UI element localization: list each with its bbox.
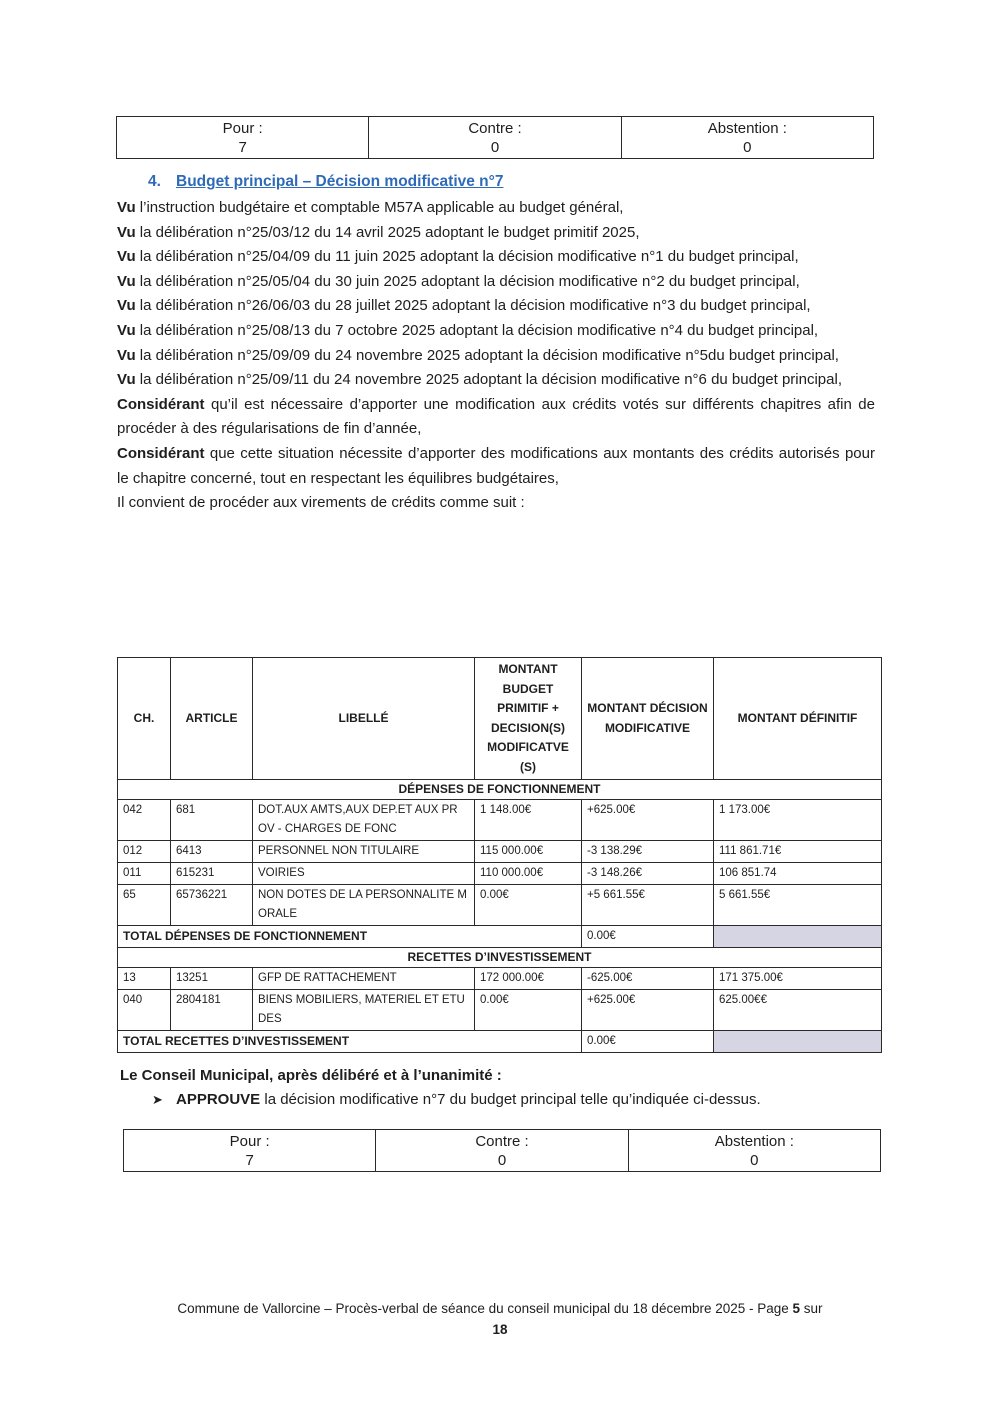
footer-page-total: 18 [492, 1322, 508, 1337]
cell-article: 65736221 [171, 885, 253, 926]
paragraph-text: Il convient de procéder aux virements de crédits comme suit : [117, 494, 525, 512]
cell-article: 615231 [171, 863, 253, 885]
page-footer [100, 1298, 900, 1340]
cell-definitif: 111 861.71€ [714, 841, 882, 863]
vote-pour-value: 7 [238, 139, 247, 156]
paragraph-lead: Vu [117, 272, 136, 290]
vote-pour-cell [124, 1130, 376, 1172]
cell-budget: 0.00€ [475, 990, 582, 1031]
vote-contre-cell [369, 117, 621, 159]
paragraph-lead: Considérant [117, 395, 205, 413]
total-value-recettes: 0.00€ [582, 1031, 714, 1053]
vote-pour-label: Pour : [229, 1133, 270, 1150]
paragraph-text: qu’il est nécessaire d’apporter une modification aux crédits votés sur différents chapitres afin de procéder à des régularisations de fin d’année, [117, 395, 875, 438]
cell-definitif: 171 375.00€ [714, 968, 882, 990]
cell-budget: 0.00€ [475, 885, 582, 926]
paragraph [117, 393, 875, 442]
cell-ch: 040 [118, 990, 171, 1031]
paragraph-text: la délibération n°25/03/12 du 14 avril 2025 adoptant le budget primitif 2025, [135, 223, 640, 241]
paragraph-text: la délibération n°25/08/13 du 7 octobre 2025 adoptant la décision modificative n°4 du budget principal, [135, 321, 819, 339]
paragraph-lead: Considérant [117, 444, 205, 462]
footer-sep: sur [800, 1301, 823, 1316]
paragraph-lead: Vu [117, 199, 136, 216]
cell-ch: 042 [118, 800, 171, 841]
cell-ch: 13 [118, 968, 171, 990]
cell-article: 6413 [171, 841, 253, 863]
cell-ch: 011 [118, 863, 171, 885]
paragraph-lead: Vu [117, 223, 136, 241]
vote-pour-cell [117, 117, 369, 159]
vote-contre-value: 0 [497, 1152, 507, 1169]
paragraph [117, 270, 875, 295]
cell-libelle: PERSONNEL NON TITULAIRE [253, 841, 475, 863]
vote-contre-value: 0 [490, 139, 500, 156]
section-row [118, 780, 882, 800]
cell-definitif: 106 851.74 [714, 863, 882, 885]
vote-abstention-label: Abstention : [714, 1133, 794, 1150]
table-row [118, 800, 882, 841]
paragraph [117, 368, 875, 393]
cell-article: 13251 [171, 968, 253, 990]
footer-line [100, 1298, 900, 1319]
cell-ch: 65 [118, 885, 171, 926]
vote-contre-label: Contre : [475, 1133, 529, 1150]
paragraph-text: la délibération n°25/04/09 du 11 juin 2025 adoptant la décision modificative n°1 du budget principal, [135, 248, 799, 266]
council-decision [120, 1064, 761, 1112]
preamble [117, 196, 875, 516]
paragraph [117, 221, 875, 246]
cell-article: 681 [171, 800, 253, 841]
section-row [118, 948, 882, 968]
paragraph-lead: Vu [117, 346, 136, 364]
header-article: ARTICLE [171, 658, 253, 780]
paragraph-text: la délibération n°25/05/04 du 30 juin 2025 adoptant la décision modificative n°2 du budget principal, [135, 272, 800, 290]
table-row [118, 841, 882, 863]
header-montant-definitif: MONTANT DÉFINITIF [714, 658, 882, 780]
header-libelle: LIBELLÉ [253, 658, 475, 780]
table-header-row [118, 658, 882, 780]
paragraph-text: la délibération n°26/06/03 du 28 juillet 2025 adoptant la décision modificative n°3 du budget principal, [135, 297, 811, 315]
paragraph-lead: Vu [117, 297, 136, 315]
table-row [118, 885, 882, 926]
cell-decision: +625.00€ [582, 800, 714, 841]
cell-libelle: VOIRIES [253, 863, 475, 885]
cell-decision: -3 138.29€ [582, 841, 714, 863]
cell-decision: +625.00€ [582, 990, 714, 1031]
vote-contre-label: Contre : [468, 120, 522, 137]
vote-abstention-value: 0 [750, 1152, 759, 1169]
vote-pour-value: 7 [245, 1152, 254, 1169]
paragraph-lead: Vu [117, 371, 136, 389]
total-label-recettes: TOTAL RECETTES D’INVESTISSEMENT [118, 1031, 582, 1053]
total-empty-cell [714, 1031, 882, 1053]
cell-libelle: BIENS MOBILIERS, MATERIEL ET ETU DES [253, 990, 475, 1031]
budget-modification-table [117, 657, 882, 1053]
decision-item [152, 1088, 761, 1112]
paragraph-lead: Vu [117, 248, 136, 266]
paragraph-lead: Vu [117, 321, 136, 339]
total-empty-cell [714, 926, 882, 948]
cell-definitif: 625.00€€ [714, 990, 882, 1031]
paragraph-text: que cette situation nécessite d’apporter des modifications aux montants des crédits autorisés pour le chapitre concerné, tout en respectant les équilibres budgétaires, [117, 444, 875, 487]
cell-libelle: NON DOTES DE LA PERSONNALITE M ORALE [253, 885, 475, 926]
total-value-depenses: 0.00€ [582, 926, 714, 948]
cell-budget: 110 000.00€ [475, 863, 582, 885]
paragraph [117, 491, 875, 516]
header-montant-budget: MONTANT BUDGET PRIMITIF + DECISION(S) MODIFICATVE (S) [475, 658, 582, 780]
paragraph [117, 196, 875, 221]
footer-text: Commune de Vallorcine – Procès-verbal de séance du conseil municipal du 18 décembre 2025 - Page [177, 1301, 793, 1316]
cell-libelle: GFP DE RATTACHEMENT [253, 968, 475, 990]
paragraph-text: la délibération n°25/09/11 du 24 novembre 2025 adoptant la décision modificative n°6 du budget principal, [135, 371, 842, 389]
table-row [118, 863, 882, 885]
vote-abstention-label: Abstention : [707, 120, 787, 137]
vote-result-table-bottom [123, 1129, 881, 1172]
cell-article: 2804181 [171, 990, 253, 1031]
section-heading [148, 173, 503, 191]
paragraph [117, 442, 875, 491]
arrow-right-icon: ➤ [152, 1092, 163, 1107]
vote-pour-label: Pour : [222, 120, 263, 137]
cell-budget: 172 000.00€ [475, 968, 582, 990]
paragraph [117, 319, 875, 344]
cell-definitif: 5 661.55€ [714, 885, 882, 926]
paragraph [117, 294, 875, 319]
vote-abstention-cell [621, 117, 873, 159]
table-row [118, 990, 882, 1031]
cell-libelle: DOT.AUX AMTS,AUX DEP.ET AUX PR OV - CHARGES DE FONC [253, 800, 475, 841]
decision-text: la décision modificative n°7 du budget principal telle qu’indiquée ci-dessus. [260, 1091, 761, 1108]
cell-budget: 115 000.00€ [475, 841, 582, 863]
decision-verb: APPROUVE [176, 1091, 261, 1108]
vote-abstention-cell [628, 1130, 880, 1172]
cell-budget: 1 148.00€ [475, 800, 582, 841]
paragraph [117, 245, 875, 270]
vote-result-table-top [116, 116, 874, 159]
cell-decision: -3 148.26€ [582, 863, 714, 885]
vote-contre-cell [376, 1130, 628, 1172]
decision-lead: Le Conseil Municipal, après délibéré et à l’unanimité : [120, 1067, 502, 1084]
table-row [118, 968, 882, 990]
cell-decision: +5 661.55€ [582, 885, 714, 926]
cell-ch: 012 [118, 841, 171, 863]
paragraph-text: l’instruction budgétaire et comptable M57A applicable au budget général, [135, 199, 624, 216]
section-title-depenses: DÉPENSES DE FONCTIONNEMENT [118, 780, 882, 800]
cell-definitif: 1 173.00€ [714, 800, 882, 841]
footer-page-number: 5 [792, 1301, 801, 1316]
section-number: 4. [148, 173, 161, 190]
section-title-recettes: RECETTES D’INVESTISSEMENT [118, 948, 882, 968]
paragraph [117, 344, 875, 369]
vote-abstention-value: 0 [743, 139, 752, 156]
paragraph-text: la délibération n°25/09/09 du 24 novembre 2025 adoptant la décision modificative n°5du budget principal, [135, 346, 839, 364]
header-montant-decision: MONTANT DÉCISION MODIFICATIVE [582, 658, 714, 780]
cell-decision: -625.00€ [582, 968, 714, 990]
total-row [118, 1031, 882, 1053]
total-row [118, 926, 882, 948]
section-title: Budget principal – Décision modificative n°7 [176, 173, 504, 190]
total-label-depenses: TOTAL DÉPENSES DE FONCTIONNEMENT [118, 926, 582, 948]
header-ch: CH. [118, 658, 171, 780]
